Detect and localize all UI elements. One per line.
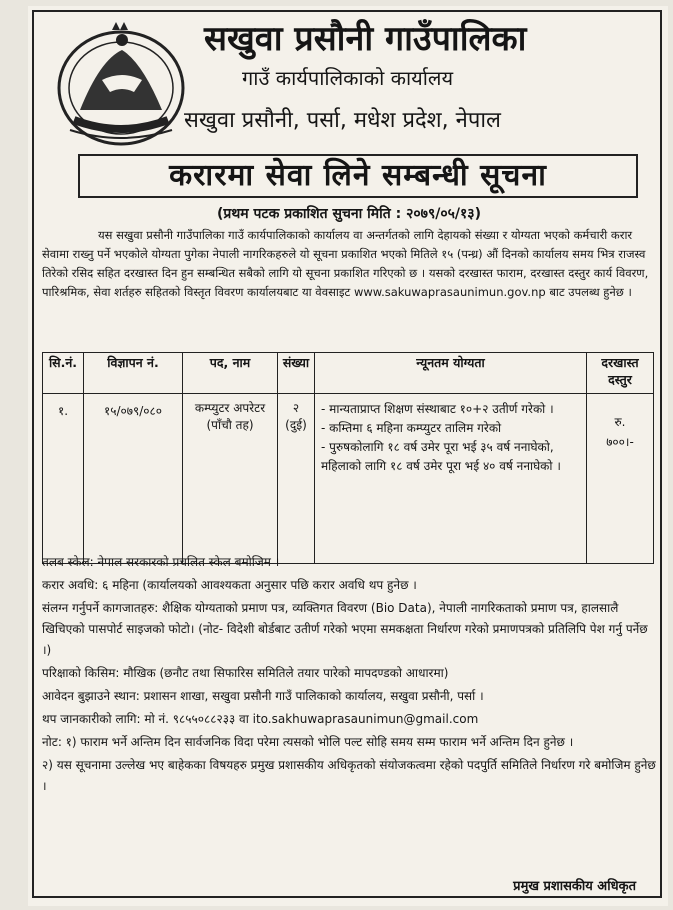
notice-details xyxy=(42,552,656,799)
cell-ad-no: १५/०७९/०८० xyxy=(84,394,183,564)
table-row xyxy=(43,394,654,564)
submission-place: आवेदन बुझाउने स्थान: प्रशासन शाखा, सखुवा प्रसौनी गाउँ पालिकाको कार्यालय, सखुवा प्रसौनी, पर्सा । xyxy=(42,689,484,703)
notice-page xyxy=(28,6,668,906)
qualification-item: - मान्यताप्राप्त शिक्षण संस्थाबाट १०+२ उतीर्ण गरेको । xyxy=(321,400,580,419)
table-header-row xyxy=(43,353,654,394)
cell-qualifications xyxy=(315,394,587,564)
cell-count xyxy=(278,394,315,564)
required-documents: संलग्न गर्नुपर्ने कागजातहरु: शैक्षिक योग्यताको प्रमाण पत्र, व्यक्तिगत विवरण (Bio Data), नेपाली नागरिकताको प्रमाण पत्र, हालसालै खिचिएको पासपोर्ट साइजको फोटो। (नोट- विदेशी बोर्डबाट उतीर्ण गरेको भएमा समकक्षता निर्धारण गरेको प्रमाणपत्रको प्रतिलिपि पेश गर्नु पर्नेछ ।) xyxy=(42,601,648,657)
notice-intro: यस सखुवा प्रसौनी गाउँपालिका गाउँ कार्यपालिकाको कार्यालय वा अन्तर्गतको लागि देहायको संख्या र योग्यता भएको कर्मचारी करार सेवामा राख्नु पर्ने भएकोले योग्यता पुगेका नेपाली नागरिकहरुले यो सूचना प्रकाशित भएको मितिले १५ (पन्ध्र) औं दिनको कार्यालय समय भित्र राजस्व तिरेको रसिद सहित दरखास्त दिन हुन सम्बन्धित सबैको लागि यो सूचना प्रकाशित गरिएको छ । यसको दरखास्त फाराम, दरखास्त दस्तुर कार्य विवरण, पारिश्रमिक, सेवा शर्तहरु सहितको विस्तृत विवरण कार्यालयबाट या वेवसाइट www.sakuwaprasaunimun.gov.np बाट उपलब्ध हुनेछ । xyxy=(42,228,649,299)
fee-amount: ७००।- xyxy=(606,435,634,449)
post-level: (पाँचौ तह) xyxy=(206,418,254,432)
col-header-fee: दरखास्त दस्तुर xyxy=(587,353,654,394)
cell-fee xyxy=(587,394,654,564)
qualification-item: - पुरुषकोलागि १८ वर्ष उमेर पूरा भई ३५ वर्ष ननाघेको, महिलाको लागि १८ वर्ष उमेर पूरा भई ४० वर्ष ननाघेको । xyxy=(321,438,580,476)
signatory-title: प्रमुख प्रशासकीय अधिकृत xyxy=(513,879,636,894)
col-header-sn: सि.नं. xyxy=(43,353,84,394)
cell-sn: १. xyxy=(43,394,84,564)
salary-scale: तलब स्केल: नेपाल सरकारको प्रचलित स्केल बमोजिम । xyxy=(42,555,280,569)
col-header-ad-no: विज्ञापन नं. xyxy=(84,353,183,394)
qualification-item: - कम्तिमा ६ महिना कम्प्युटर तालिम गरेको xyxy=(321,419,580,438)
vacancy-table xyxy=(42,352,654,564)
post-name: कम्प्युटर अपरेटर xyxy=(194,401,266,415)
office-address: सखुवा प्रसौनी, पर्सा, मधेश प्रदेश, नेपाल xyxy=(184,108,501,133)
contract-period: करार अवधि: ६ महिना (कार्यालयको आवश्यकता अनुसार पछि करार अवधि थप हुनेछ । xyxy=(42,578,417,592)
publish-date-line: (प्रथम पटक प्रकाशित सुचना मिति : २०७९/०५/१३) xyxy=(217,206,481,222)
col-header-post: पद, नाम xyxy=(183,353,278,394)
note-two: २) यस सूचनामा उल्लेख भए बाहेकका विषयहरु प्रमुख प्रशासकीय अधिकृतको संयोजकत्वमा रहेको पदपुर्ति समितिले निर्धारण गरे बमोजिम हुनेछ । xyxy=(42,758,656,793)
exam-type: परिक्षाको किसिम: मौखिक (छनौट तथा सिफारिस समितिले तयार पारेको मापदण्डको आधारमा) xyxy=(42,666,449,680)
col-header-count: संख्या xyxy=(278,353,315,394)
office-subtitle: गाउँ कार्यपालिकाको कार्यालय xyxy=(242,66,454,90)
contact-info: थप जानकारीको लागि: मो नं. ९८५५०८८२३३ वा ito.sakhuwaprasaunimun@gmail.com xyxy=(42,712,479,726)
fee-prefix: रु. xyxy=(614,415,626,429)
count-words: (दुई) xyxy=(285,418,307,432)
note-one: नोट: १) फाराम भर्ने अन्तिम दिन सार्वजनिक विदा परेमा त्यसको भोलि पल्ट सोहि समय सम्म फाराम भर्ने अन्तिम दिन हुनेछ । xyxy=(42,735,574,749)
cell-post xyxy=(183,394,278,564)
col-header-qualification: न्यूनतम योग्यता xyxy=(315,353,587,394)
count-number: २ xyxy=(292,401,300,415)
municipality-title: सखुवा प्रसौनी गाउँपालिका xyxy=(204,19,527,59)
notice-border xyxy=(32,10,662,898)
notice-title: करारमा सेवा लिने सम्बन्धी सूचना xyxy=(78,154,638,198)
nepal-emblem-seal-icon xyxy=(50,20,192,150)
